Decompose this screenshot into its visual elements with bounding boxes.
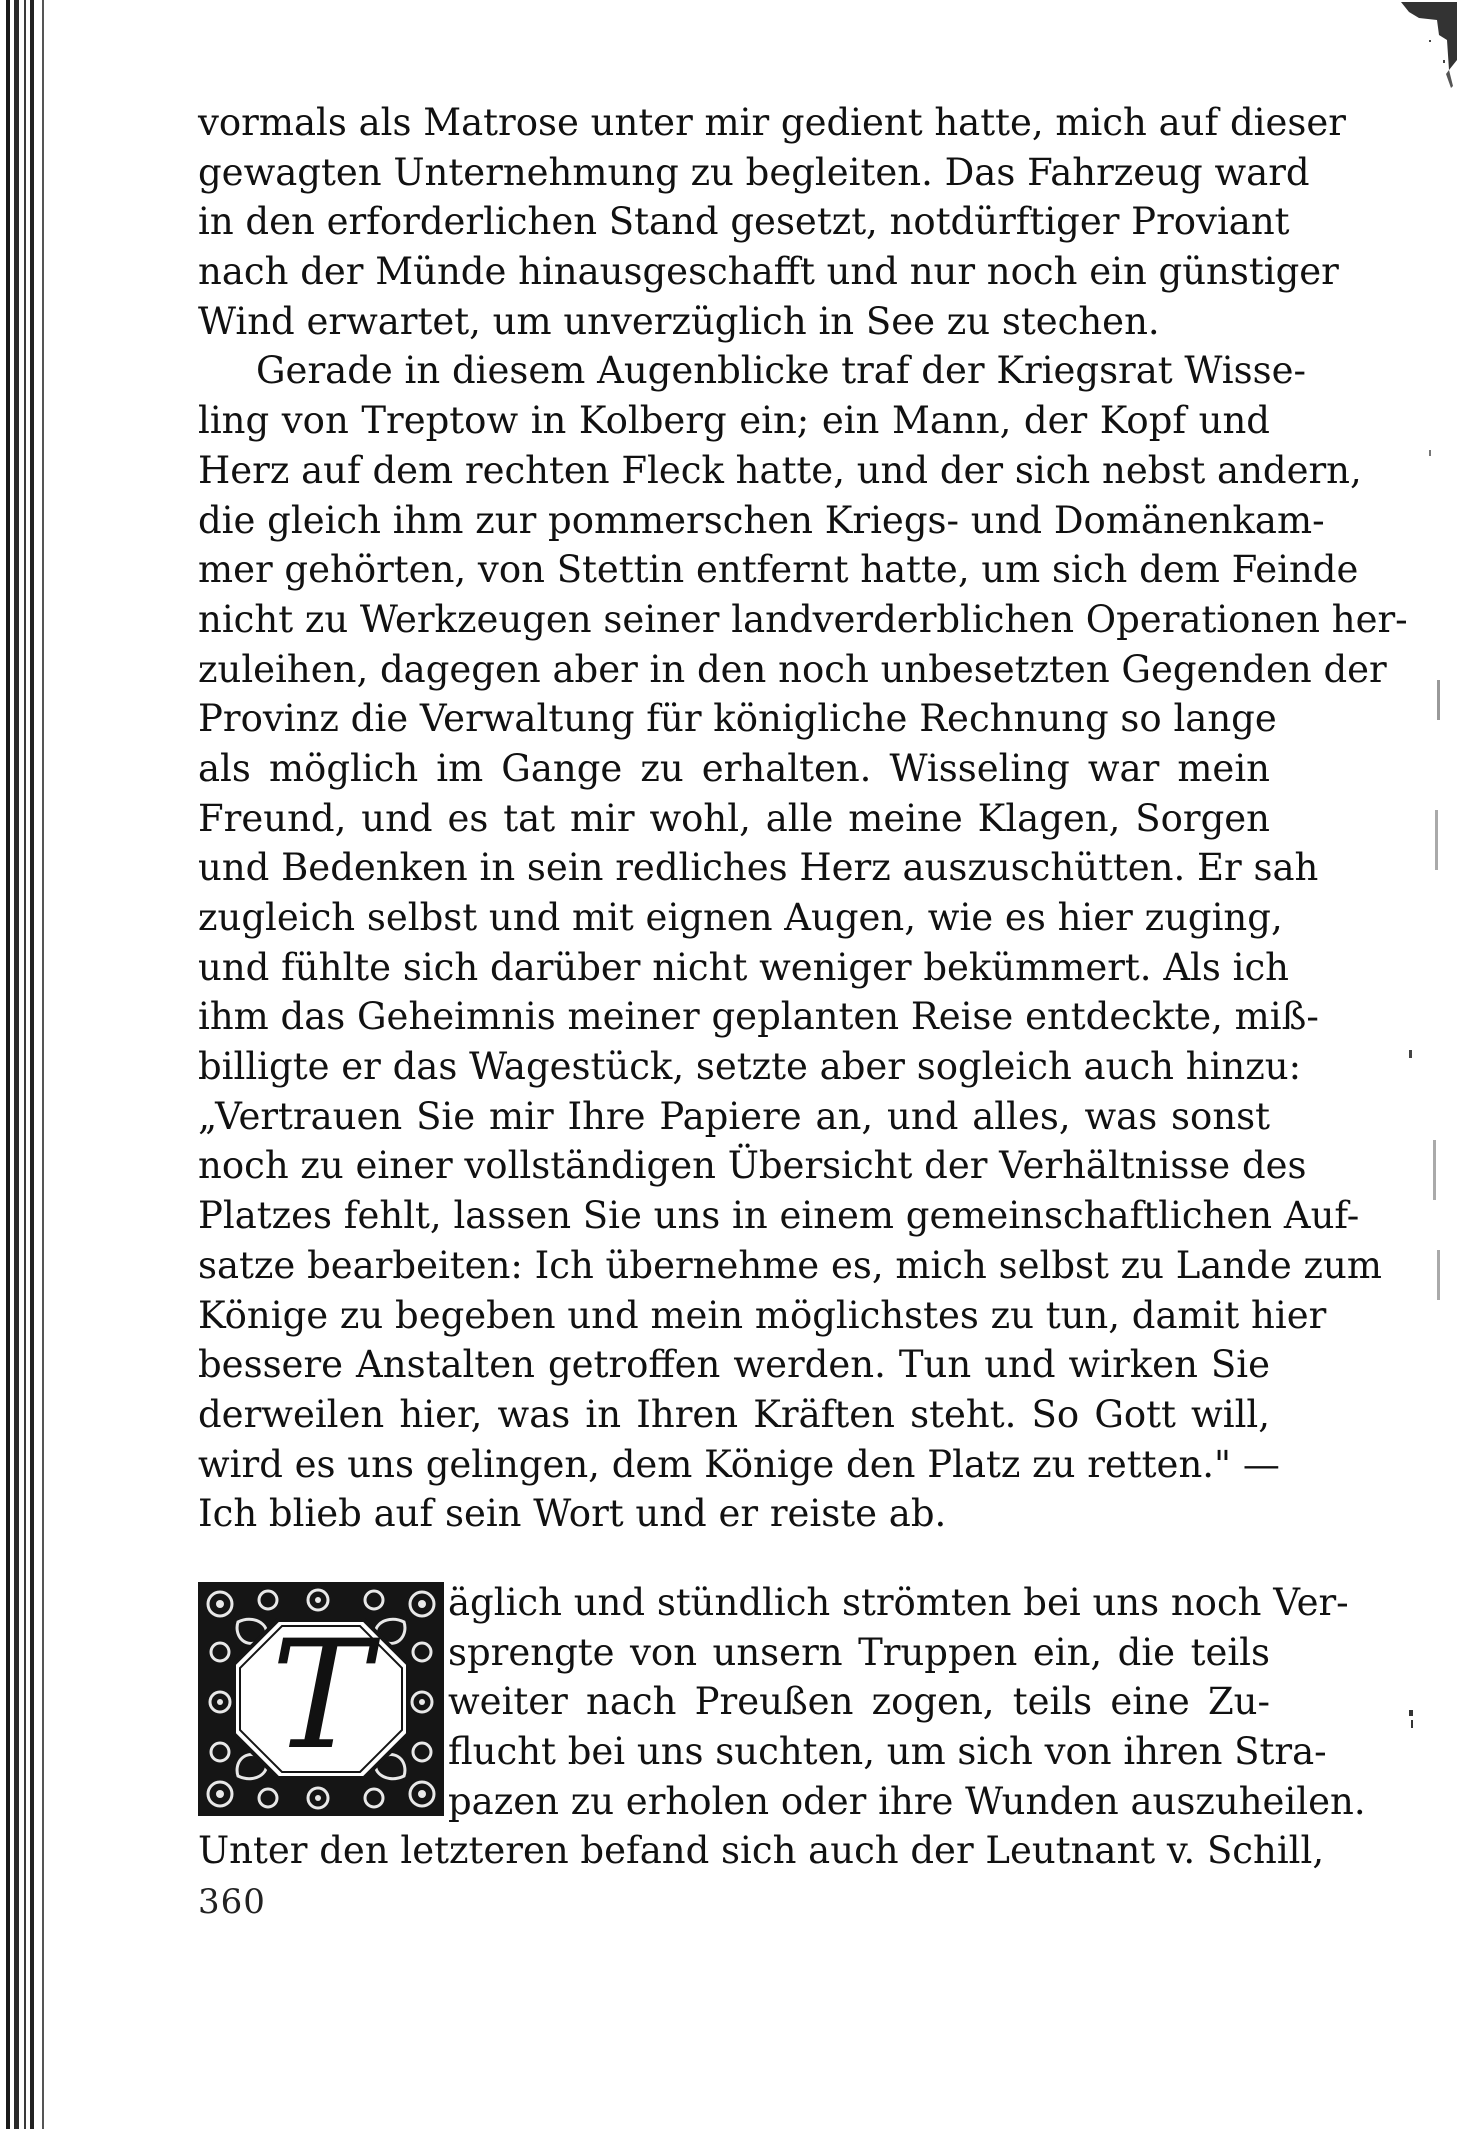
text-line: Provinz die Verwaltung für königliche Rechnung so lange [198, 697, 1277, 741]
text-line: Unter den letzteren befand sich auch der Leutnant v. Schill, [198, 1829, 1325, 1872]
text-line: derweilen hier, was in Ihren Kräften steht. So Gott will, [198, 1392, 1270, 1436]
text-line: Könige zu begeben und mein möglichstes zu tun, damit hier [198, 1293, 1327, 1337]
ornamental-initial [198, 1582, 444, 1816]
text-line: vormals als Matrose unter mir gedient hatte, mich auf dieser [198, 101, 1346, 144]
text-line: Herz auf dem rechten Fleck hatte, und der sich nebst andern, [198, 448, 1362, 492]
text-line: äglich und stündlich strömten bei uns noch Ver- [448, 1581, 1349, 1624]
text-line: die gleich ihm zur pommerschen Kriegs- und Domänenkam- [198, 498, 1325, 542]
initial-adjacent-text [448, 1578, 1366, 1826]
text-line: Freund, und es tat mir wohl, alle meine Klagen, Sorgen [198, 796, 1270, 840]
page-number: 360 [198, 1882, 266, 1922]
text-line: noch zu einer vollständigen Übersicht der Verhältnisse des [198, 1144, 1307, 1188]
text-line: weiter nach Preußen zogen, teils eine Zu- [448, 1680, 1270, 1724]
text-line: ling von Treptow in Kolberg ein; ein Mann, der Kopf und [198, 399, 1270, 443]
main-text [198, 98, 1408, 1539]
text-line: und fühlte sich darüber nicht weniger bekümmert. Als ich [198, 945, 1290, 989]
text-line: mer gehörten, von Stettin entfernt hatte, um sich dem Feinde [198, 548, 1359, 592]
text-line: Platzes fehlt, lassen Sie uns in einem gemeinschaftlichen Auf- [198, 1194, 1360, 1238]
text-line: Gerade in diesem Augenblicke traf der Kriegsrat Wisse- [256, 349, 1307, 393]
text-line: nach der Münde hinausgeschafft und nur noch ein günstiger [198, 250, 1339, 294]
scan-smudge [1399, 0, 1459, 90]
text-line: ihm das Geheimnis meiner geplanten Reise entdeckte, miß- [198, 995, 1319, 1039]
text-line: zuleihen, dagegen aber in den noch unbesetzten Gegenden der [198, 647, 1387, 691]
text-line: zugleich selbst und mit eignen Augen, wie es hier zuging, [198, 896, 1283, 939]
text-line: nicht zu Werkzeugen seiner landverderblichen Operationen her- [198, 597, 1408, 641]
text-line: flucht bei uns suchten, um sich von ihren Stra- [448, 1730, 1327, 1774]
text-line: bessere Anstalten getroffen werden. Tun und wirken Sie [198, 1343, 1270, 1387]
text-line: satze bearbeiten: Ich übernehme es, mich selbst zu Lande zum [198, 1243, 1382, 1287]
text-line: gewagten Unternehmung zu begleiten. Das Fahrzeug ward [198, 150, 1310, 194]
text-line: billigte er das Wagestück, setzte aber sogleich auch hinzu: [198, 1045, 1302, 1089]
text-line: wird es uns gelingen, dem Könige den Platz zu retten." — [198, 1442, 1280, 1486]
text-line: in den erforderlichen Stand gesetzt, notdürftiger Proviant [198, 200, 1290, 244]
binding-edge [0, 0, 58, 2129]
post-initial-text [198, 1826, 1325, 1876]
text-line: sprengte von unsern Truppen ein, die teils [448, 1630, 1270, 1674]
text-line: pazen zu erholen oder ihre Wunden auszuheilen. [448, 1779, 1366, 1823]
text-line: als möglich im Gange zu erhalten. Wisseling war mein [198, 746, 1270, 790]
text-line: Wind erwartet, um unverzüglich in See zu stechen. [198, 299, 1160, 343]
scan-specks [1409, 120, 1449, 1820]
text-line: Ich blieb auf sein Wort und er reiste ab. [198, 1492, 947, 1536]
text-line: und Bedenken in sein redliches Herz auszuschütten. Er sah [198, 846, 1319, 890]
drop-initial-letter: T [270, 1609, 372, 1783]
text-line: „Vertrauen Sie mir Ihre Papiere an, und alles, was sonst [198, 1094, 1270, 1138]
